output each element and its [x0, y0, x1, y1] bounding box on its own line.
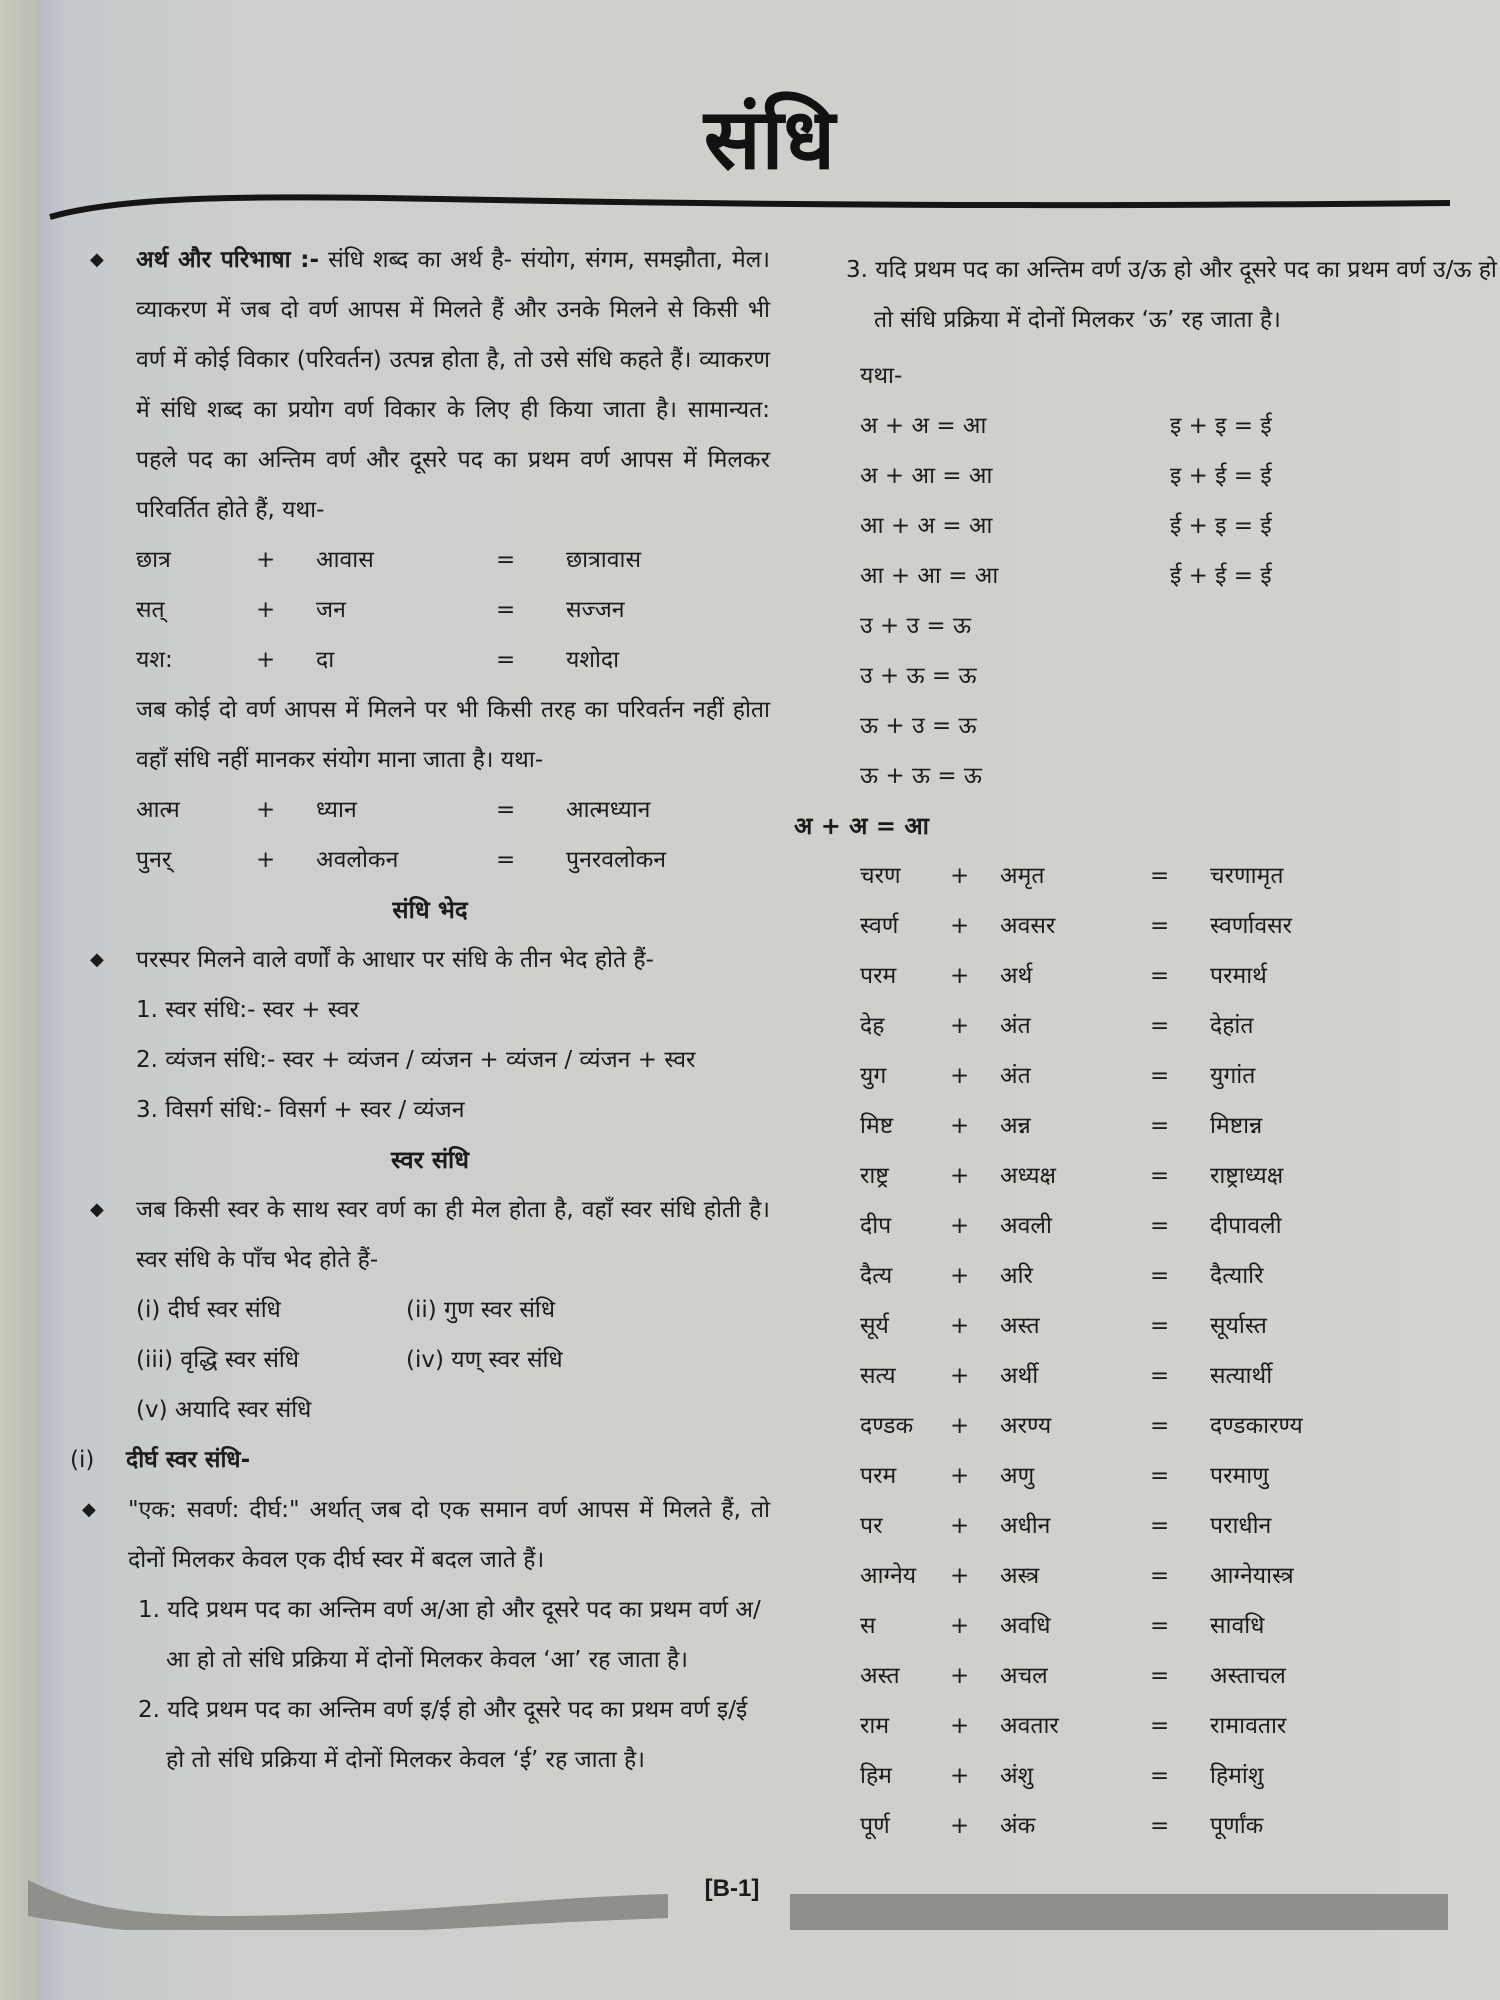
table-row: दण्डक + अरण्य = दण्डकारण्य — [860, 1413, 1303, 1439]
rule-item: 1. यदि प्रथम पद का अन्तिम वर्ण अ/आ हो और दूसरे पद का प्रथम वर्ण अ/आ हो तो संधि प्रक्रिया में दोनों मिलकर केवल ‘आ’ रह जाता है। — [138, 1597, 761, 1673]
rule-item: 3. यदि प्रथम पद का अन्तिम वर्ण उ/ऊ हो और दूसरे पद का प्रथम वर्ण उ/ऊ हो तो संधि प्रक्रिया में दोनों मिलकर ‘ऊ’ रह जाता है। — [846, 257, 1497, 333]
table-row: अस्त + अचल = अस्ताचल — [860, 1663, 1286, 1689]
table-row: परम + अर्थ = परमार्थ — [860, 963, 1267, 989]
diamond-bullet-icon: ◆ — [90, 1199, 104, 1220]
swar-types-list — [90, 1285, 770, 1435]
list-item: 2. व्यंजन संधि:- स्वर + व्यंजन / व्यंजन + व्यंजन / व्यंजन + स्वर — [136, 1047, 696, 1073]
table-row: देह + अंत = देहांत — [860, 1013, 1254, 1039]
examples-sandhi-list — [90, 535, 770, 685]
table-row: राष्ट्र + अध्यक्ष = राष्ट्राध्यक्ष — [860, 1163, 1284, 1189]
page-title: संधि — [703, 90, 837, 188]
sandhi-types-list — [90, 985, 770, 1135]
table-row: सत्य + अर्थी = सत्यार्थी — [860, 1363, 1273, 1389]
table-row: दीप + अवली = दीपावली — [860, 1213, 1282, 1239]
example-row: यश: + दा = यशोदा — [136, 647, 620, 673]
yatha-label: यथा- — [860, 363, 903, 389]
a-plus-a-heading: अ + अ = आ — [794, 812, 929, 840]
a-sandhi-examples-table — [810, 851, 1500, 1851]
left-column — [70, 235, 771, 1785]
book-spine-edge — [0, 0, 40, 2000]
list-item: (i) दीर्घ स्वर संधि — [136, 1297, 281, 1323]
list-item: (v) अयादि स्वर संधि — [136, 1397, 312, 1423]
rule-item: 2. यदि प्रथम पद का अन्तिम वर्ण इ/ई हो और दूसरे पद का प्रथम वर्ण इ/ई हो तो संधि प्रक्रिया में दोनों मिलकर केवल ‘ई’ रह जाता है। — [138, 1697, 748, 1773]
page-number: [B-1] — [704, 1875, 760, 1902]
book-page — [40, 0, 1500, 2000]
table-row: राम + अवतार = रामावतार — [860, 1713, 1287, 1739]
definition-label: अर्थ और परिभाषा :- — [136, 247, 320, 273]
dirgh-sandhi-paragraph: ◆ "एक: सवर्ण: दीर्घ:" अर्थात् जब दो एक समान वर्ण आपस में मिलते हैं, तो दोनों मिलकर केवल एक दीर्घ स्वर में बदल जाते हैं। — [82, 1485, 770, 1585]
list-item: (iv) यण् स्वर संधि — [406, 1347, 563, 1373]
example-row: आत्म + ध्यान = आत्मध्यान — [136, 797, 651, 823]
table-row: हिम + अंशु = हिमांशु — [860, 1763, 1264, 1789]
example-row: सत् + जन = सज्जन — [136, 597, 625, 623]
section-heading-sandhi-types: संधि भेद — [392, 896, 468, 924]
right-column — [794, 245, 1500, 1851]
examples-samyog-list — [90, 785, 770, 885]
table-row: दैत्य + अरि = दैत्यारि — [860, 1263, 1264, 1289]
table-row: पूर्ण + अंक = पूर्णांक — [860, 1813, 1264, 1839]
diamond-bullet-icon: ◆ — [90, 249, 104, 270]
vowel-pairs-grid: अ + अ = आ इ + इ = ई अ + आ = आ इ + ई = ई आ + अ = आ ई + इ = ई आ + आ = आ ई + ई = ई — [860, 413, 1272, 589]
list-item: (ii) गुण स्वर संधि — [406, 1297, 556, 1323]
diamond-bullet-icon: ◆ — [82, 1499, 96, 1520]
list-item: (iii) वृद्धि स्वर संधि — [136, 1347, 299, 1373]
definition-text: संधि शब्द का अर्थ है- संयोग, संगम, समझौता, मेल। व्याकरण में जब दो वर्ण आपस में मिलते हैं और उनके मिलने से किसी भी वर्ण में कोई विकार (परिवर्तन) उत्पन्न होता है, तो उसे संधि कहते हैं। व्याकरण में संधि शब्द का प्रयोग वर्ण विकार के लिए ही किया जाता है। सामान्यत: पहले पद का अन्तिम वर्ण और दूसरे पद का प्रथम वर्ण आपस में मिलकर परिवर्तित होते हैं, यथा- — [136, 247, 771, 523]
example-row: छात्र + आवास = छात्रावास — [136, 547, 642, 573]
example-row: पुनर् + अवलोकन = पुनरवलोकन — [136, 847, 667, 873]
swar-sandhi-paragraph: ◆ जब किसी स्वर के साथ स्वर वर्ण का ही मेल होता है, वहाँ स्वर संधि होती है। स्वर संधि के पाँच भेद होते हैं- — [90, 1185, 770, 1285]
table-row: स्वर्ण + अवसर = स्वर्णावसर — [860, 913, 1293, 939]
table-row: मिष्ट + अन्न = मिष्टान्न — [860, 1113, 1263, 1139]
diamond-bullet-icon: ◆ — [90, 949, 104, 970]
list-item: 3. विसर्ग संधि:- विसर्ग + स्वर / व्यंजन — [136, 1097, 465, 1123]
title-underline-divider — [40, 185, 1460, 225]
no-sandhi-paragraph: जब कोई दो वर्ण आपस में मिलने पर भी किसी तरह का परिवर्तन नहीं होता वहाँ संधि नहीं मानकर संयोग माना जाता है। यथा- — [136, 697, 770, 773]
table-row: चरण + अमृत = चरणामृत — [860, 863, 1284, 889]
dirgh-sandhi-heading: (i) दीर्घ स्वर संधि- — [70, 1447, 251, 1473]
table-row: सूर्य + अस्त = सूर्यास्त — [860, 1313, 1267, 1339]
list-item: 1. स्वर संधि:- स्वर + स्वर — [136, 997, 359, 1023]
table-row: स + अवधि = सावधि — [860, 1613, 1265, 1639]
sandhi-types-paragraph: ◆ परस्पर मिलने वाले वर्णों के आधार पर संधि के तीन भेद होते हैं- — [90, 935, 770, 985]
section-heading-swar-sandhi: स्वर संधि — [390, 1146, 470, 1174]
table-row: परम + अणु = परमाणु — [860, 1463, 1269, 1489]
table-row: युग + अंत = युगांत — [860, 1063, 1256, 1089]
table-row: आग्नेय + अस्त्र = आग्नेयास्त्र — [860, 1563, 1294, 1589]
definition-paragraph — [90, 235, 770, 535]
table-row: पर + अधीन = पराधीन — [860, 1513, 1272, 1539]
u-vowel-pairs: उ + उ = ऊ उ + ऊ = ऊ ऊ + उ = ऊ ऊ + ऊ = ऊ — [860, 613, 982, 789]
